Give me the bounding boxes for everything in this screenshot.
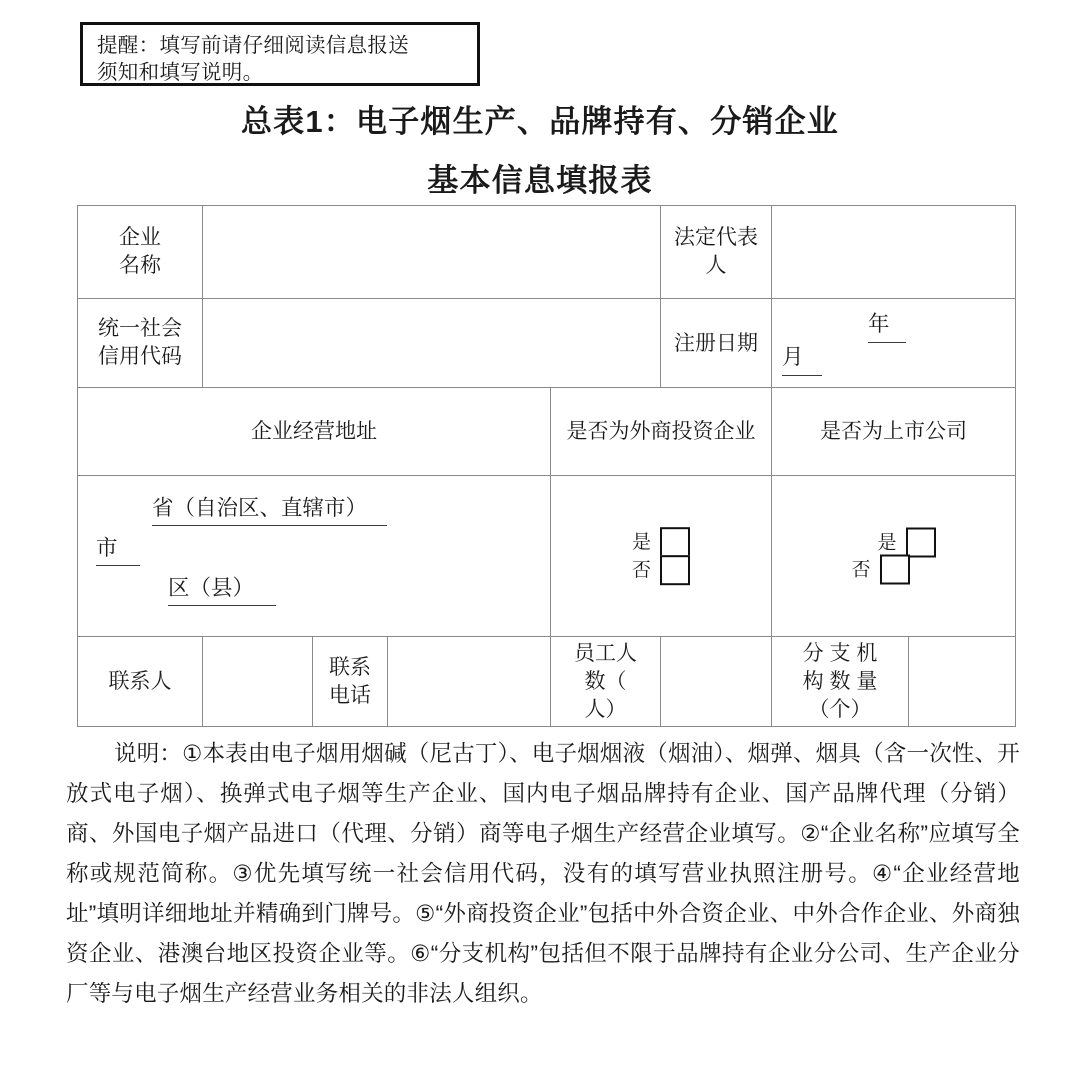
foreign-invested-checkbox-group [632, 527, 690, 585]
field-company-name[interactable] [203, 206, 661, 299]
label-legal-representative-line2: 人 [705, 254, 727, 277]
listed-company-no-checkbox[interactable] [880, 555, 910, 585]
label-employee-count-line3: 人） [584, 697, 627, 721]
label-branch-count-line3: （个） [808, 697, 872, 721]
label-employee-count-line2: 数（ [584, 669, 627, 693]
label-unified-credit-code-line2: 信用代码 [98, 345, 182, 368]
label-branch-count-line2: 构 数 量 [802, 669, 878, 693]
table-row-credit-code [78, 299, 1016, 388]
reminder-line-1: 提醒：填写前请仔细阅读信息报送 [97, 34, 409, 57]
label-legal-representative [661, 206, 772, 299]
foreign-invested-yes-option[interactable] [632, 527, 690, 557]
registration-date-year-blank[interactable]: 年 [868, 310, 906, 343]
registration-date-month-blank[interactable]: 月 [782, 343, 822, 376]
field-branch-count[interactable] [909, 637, 1016, 727]
foreign-invested-no-label: 否 [631, 560, 652, 582]
page-title: 总表1：电子烟生产、品牌持有、分销企业 [240, 104, 840, 139]
field-is-listed-company[interactable] [772, 476, 1016, 637]
listed-company-checkbox-group [851, 528, 935, 585]
table-row-address-values [78, 476, 1016, 637]
label-contact-phone-line1: 联系 [329, 655, 371, 679]
field-contact-person[interactable] [203, 637, 313, 727]
reminder-box [80, 22, 480, 86]
table-row-address-headers [78, 388, 1016, 476]
label-unified-credit-code [78, 299, 203, 388]
field-business-address[interactable] [78, 476, 551, 637]
label-registration-date: 注册日期 [661, 299, 772, 388]
label-company-name [78, 206, 203, 299]
label-contact-phone-line2: 电话 [329, 683, 371, 707]
label-business-address: 企业经营地址 [78, 388, 551, 476]
listed-company-no-option[interactable] [851, 555, 935, 585]
field-unified-credit-code[interactable] [203, 299, 661, 388]
field-is-foreign-invested[interactable] [551, 476, 772, 637]
label-contact-phone [313, 637, 388, 727]
label-contact-person: 联系人 [78, 637, 203, 727]
label-is-foreign-invested: 是否为外商投资企业 [551, 388, 772, 476]
field-contact-phone[interactable] [388, 637, 551, 727]
label-company-name-line2: 名称 [119, 254, 161, 277]
foreign-invested-yes-checkbox[interactable] [660, 527, 690, 557]
label-company-name-line1: 企业 [119, 226, 161, 249]
foreign-invested-no-option[interactable] [632, 557, 690, 585]
listed-company-yes-option[interactable] [877, 528, 935, 558]
listed-company-yes-checkbox[interactable] [906, 528, 936, 558]
field-legal-representative[interactable] [772, 206, 1016, 299]
label-branch-count-line1: 分 支 机 [802, 641, 878, 665]
address-province-blank[interactable]: 省（自治区、直辖市） [152, 494, 387, 526]
enterprise-info-form-table [77, 205, 1016, 727]
field-employee-count[interactable] [661, 637, 772, 727]
address-city-blank[interactable]: 市 [96, 534, 140, 566]
form-instructions [66, 734, 1020, 1014]
label-is-listed-company: 是否为上市公司 [772, 388, 1016, 476]
label-unified-credit-code-line1: 统一社会 [98, 317, 182, 340]
label-legal-representative-line1: 法定代表 [674, 226, 758, 249]
label-employee-count [551, 637, 661, 727]
label-employee-count-line1: 员工人 [574, 641, 637, 665]
table-row-contact-and-counts [78, 637, 1016, 727]
foreign-invested-yes-label: 是 [631, 531, 652, 553]
address-district-blank[interactable]: 区（县） [168, 574, 276, 606]
listed-company-no-label: 否 [851, 559, 871, 580]
foreign-invested-no-checkbox[interactable] [660, 555, 690, 585]
field-registration-date[interactable] [772, 299, 1016, 388]
table-row-company-name [78, 206, 1016, 299]
page-subtitle: 基本信息填报表 [427, 163, 653, 198]
listed-company-yes-label: 是 [877, 532, 897, 553]
label-branch-count [772, 637, 909, 727]
form-instructions-text: 说明：①本表由电子烟用烟碱（尼古丁）、电子烟烟液（烟油）、烟弹、烟具（含一次性、开放式电子烟）、换弹式电子烟等生产企业、国内电子烟品牌持有企业、国产品牌代理（分销）商、外国电子烟产品进口（代理、分销）商等电子烟生产经营企业填写。②“企业名称”应填写全称或规范简称。③优先填写统一社会信用代码，没有的填写营业执照注册号。④“企业经营地址”填明详细地址并精确到门牌号。⑤“外商投资企业”包括中外合资企业、中外合作企业、外商独资企业、港澳台地区投资企业等。⑥“分支机构”包括但不限于品牌持有企业分公司、生产企业分厂等与电子烟生产经营业务相关的非法人组织。 [66, 741, 1020, 1006]
reminder-line-2: 须知和填写说明。 [97, 61, 264, 84]
